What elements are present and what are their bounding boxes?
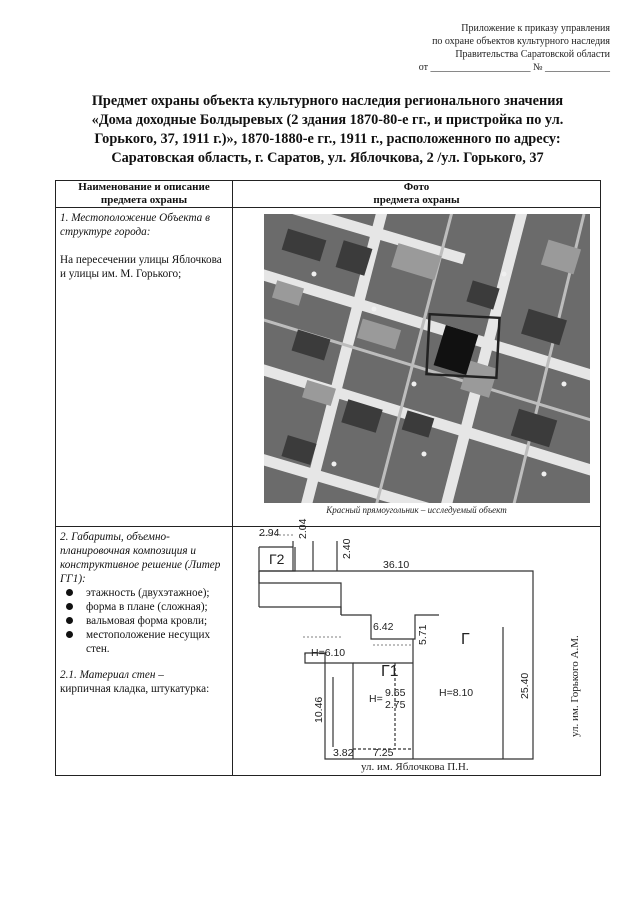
row2-subtext: кирпичная кладка, штукатурка: <box>60 683 210 695</box>
street-label-right: ул. им. Горького А.М. <box>569 635 581 737</box>
row1-photo <box>233 208 601 527</box>
height-label: Н=6.10 <box>311 647 346 659</box>
floor-plan <box>233 518 600 775</box>
height-label: Н=8.10 <box>439 687 474 699</box>
title-line: Горького, 37, 1911 г.)», 1870-1880-е гг., 1911 г., расположенного по адресу: <box>94 131 561 147</box>
row1-description <box>56 208 233 527</box>
height-label: Н= <box>369 693 383 705</box>
appendix-line: по охране объектов культурного наследия <box>432 36 610 47</box>
title-line: Саратовская область, г. Саратов, ул. Яблочкова, 2 /ул. Горького, 37 <box>111 150 544 166</box>
dim-label: 2.75 <box>385 699 406 711</box>
row2-heading: 2. Габариты, объемно-планировочная композиция и конструктивное решение (Литер ГГ1): <box>60 531 221 585</box>
dim-label: 6.42 <box>373 621 394 633</box>
dim-label: 36.10 <box>383 559 410 571</box>
title-line: «Дома доходные Болдыревых (2 здания 1870-80-е гг., и пристройка по ул. <box>91 112 564 128</box>
list-item: местоположение несущих стен. <box>60 628 228 656</box>
title-line: Предмет охраны объекта культурного наследия регионального значения <box>91 93 564 109</box>
row2-plan <box>233 518 601 776</box>
label-g2: Г2 <box>269 551 285 567</box>
dim-label: 9.65 <box>385 687 406 699</box>
table-row <box>56 208 601 527</box>
header-photo-line: Фото <box>403 181 430 193</box>
appendix-line: Приложение к приказу управления <box>461 23 610 34</box>
dim-label: 25.40 <box>519 672 531 699</box>
map-graphic <box>264 214 590 503</box>
document-title <box>55 92 600 168</box>
map-caption: Красный прямоугольник – исследуемый объект <box>326 505 507 515</box>
appendix-line: от ____________________ № _____________ <box>418 62 610 73</box>
row1-heading: 1. Местоположение Объекта в структуре города: <box>60 212 210 238</box>
row2-description <box>56 527 233 776</box>
header-photo <box>233 181 601 208</box>
label-g1: Г1 <box>381 663 399 680</box>
dim-label: 10.46 <box>313 696 325 723</box>
label-g: Г <box>461 631 470 648</box>
city-map-image <box>264 214 590 503</box>
appendix-block <box>350 22 610 74</box>
bullet-list <box>60 586 228 656</box>
street-label-bottom: ул. им. Яблочкова П.Н. <box>361 761 469 773</box>
protection-table <box>55 180 601 776</box>
list-item: форма в плане (сложная); <box>60 600 228 614</box>
dim-label: 5.71 <box>417 624 429 645</box>
dim-label: 7.25 <box>373 747 394 759</box>
plan-graphic <box>233 527 601 775</box>
header-photo-line: предмета охраны <box>373 194 460 206</box>
list-item: этажность (двухэтажное); <box>60 586 228 600</box>
appendix-line: Правительства Саратовской области <box>455 49 610 60</box>
header-description: Наименование и описание предмета охраны <box>56 181 233 208</box>
row2-subheading: 2.1. Материал стен – <box>60 669 164 681</box>
table-header-row <box>56 181 601 208</box>
list-item: вальмовая форма кровли; <box>60 614 228 628</box>
dim-label: 2.40 <box>341 538 353 559</box>
dim-label: 3.82 <box>333 747 354 759</box>
dim-label: 2.04 <box>297 518 309 539</box>
table-row <box>56 527 601 776</box>
row1-text: На пересечении улицы Яблочкова и улицы им. М. Горького; <box>60 254 222 280</box>
dim-label: 2.94 <box>259 527 280 539</box>
